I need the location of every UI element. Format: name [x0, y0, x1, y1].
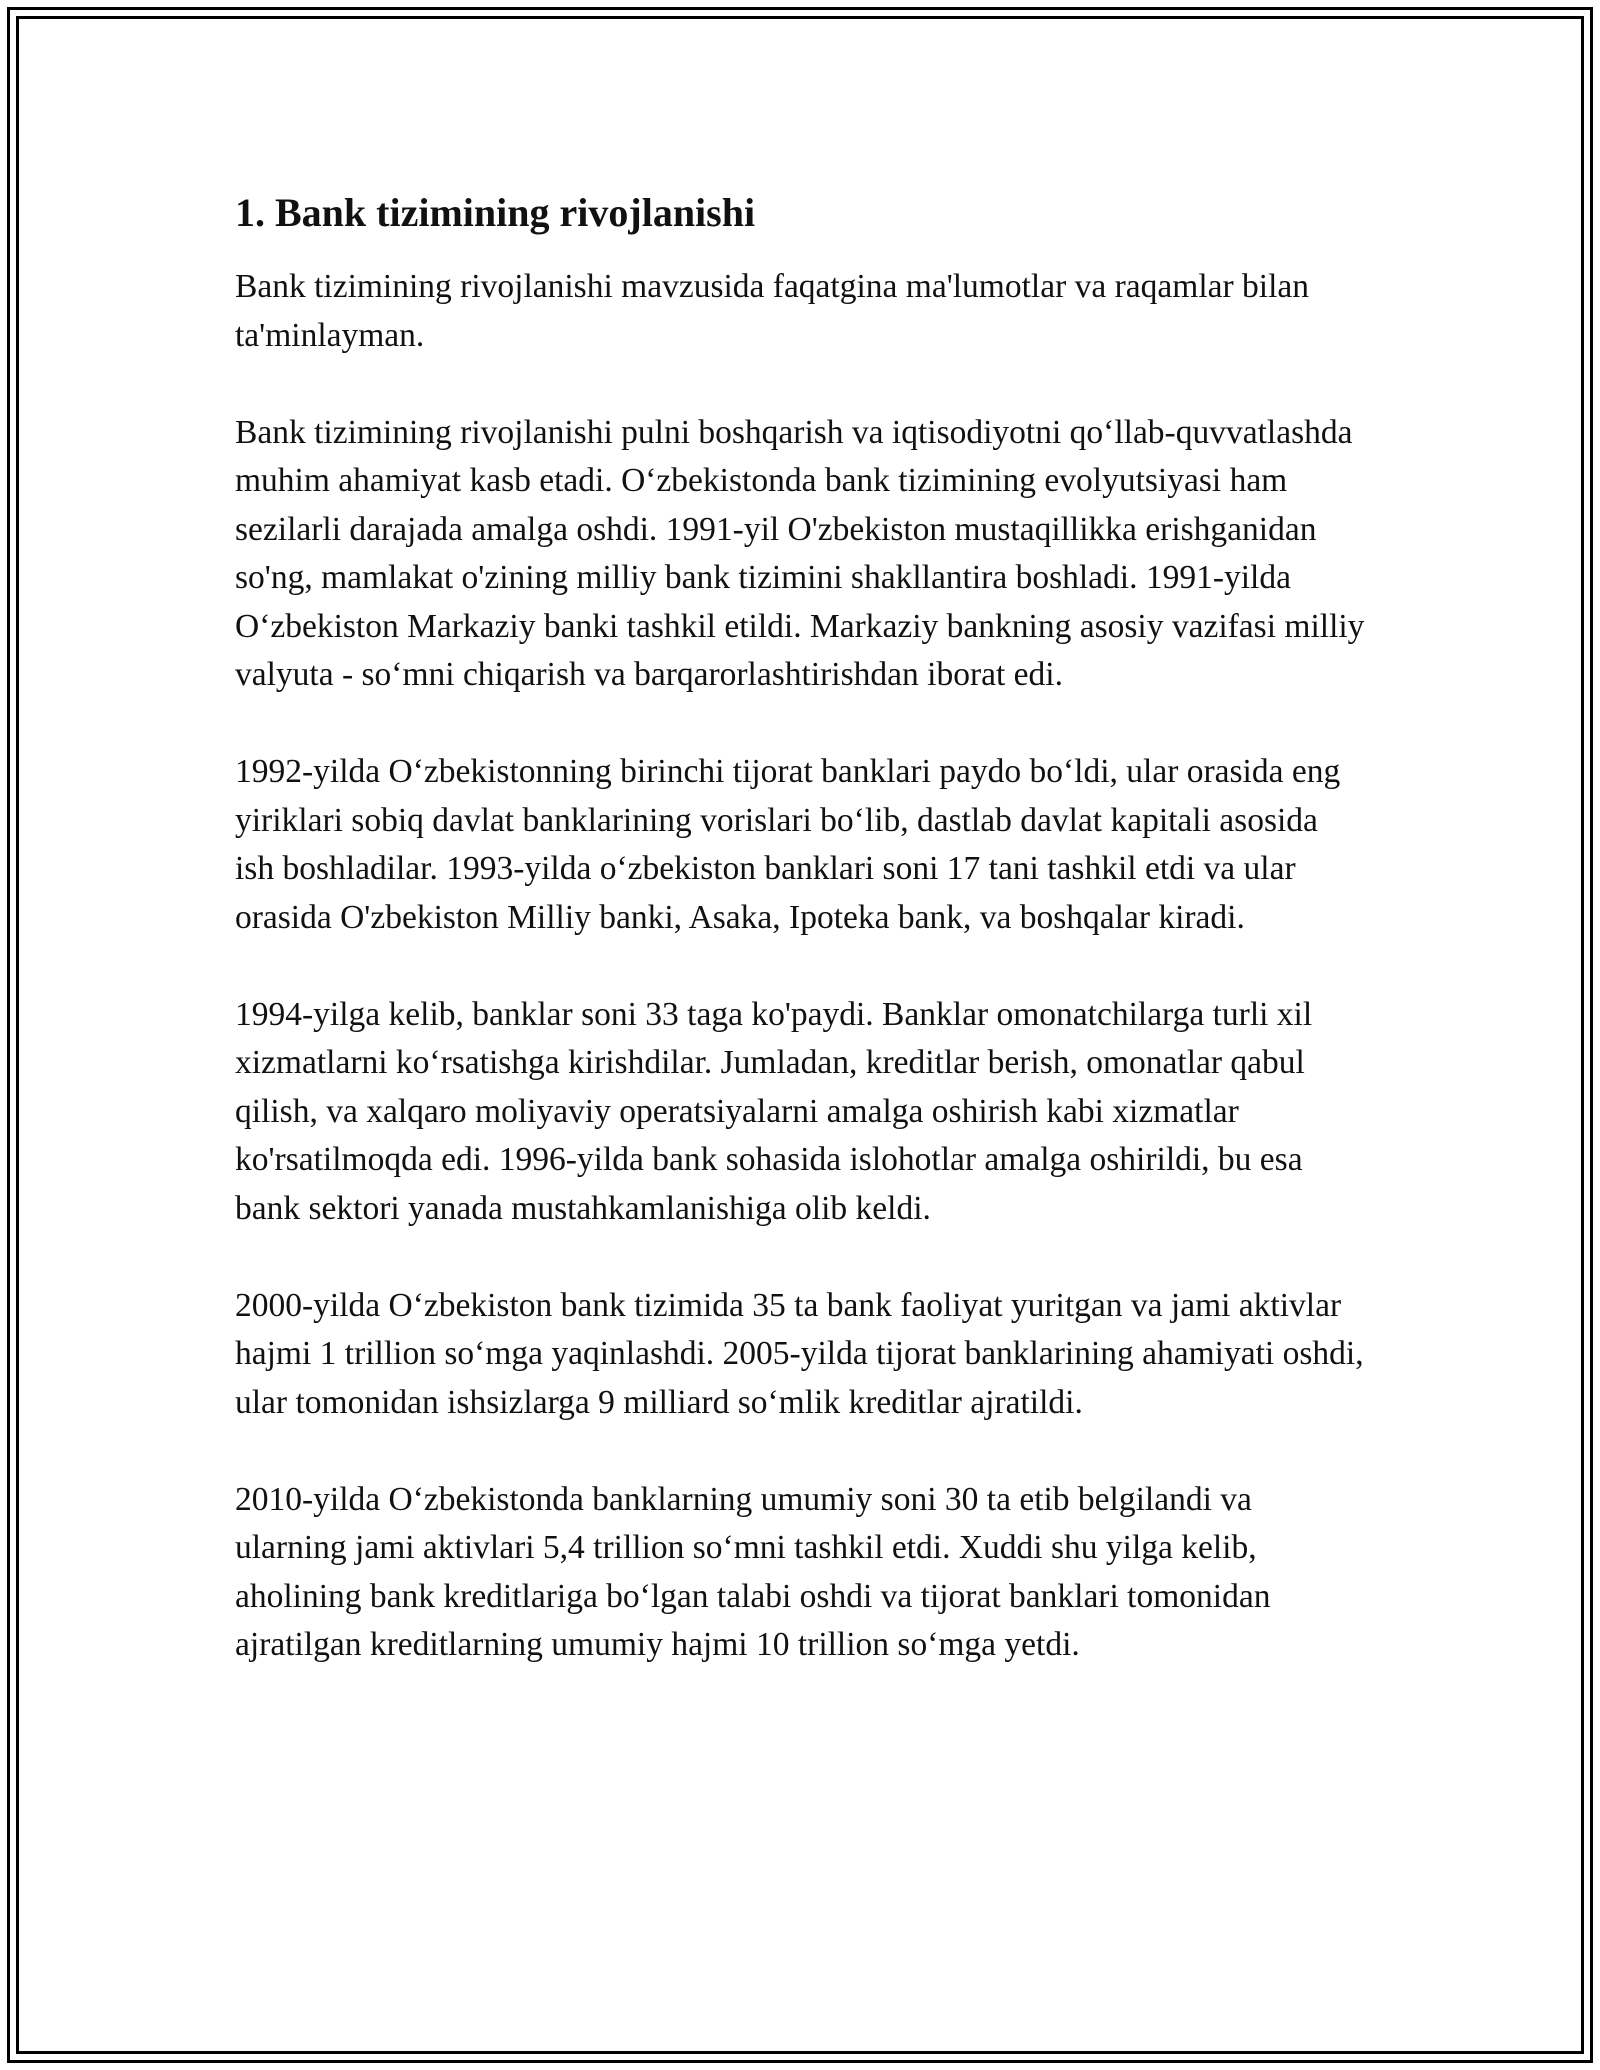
paragraph-1994: 1994-yilga kelib, banklar soni 33 taga ko'paydi. Banklar omonatchilarga turli xil xizmatlarni ko‘rsatishga kirishdilar. Jumladan, kreditlar berish, omonatlar qabul qilish, va xalqaro moliyaviy operatsiyalarni amalga oshirish kabi xizmatlar ko'rsatilmoqda edi. 1996-yilda bank sohasida islohotlar amalga oshirildi, bu esa bank sektori yanada mustahkamlanishiga olib keldi.: [235, 995, 1313, 1227]
section-heading: 1. Bank tizimining rivojlanishi: [235, 190, 756, 235]
paragraph-1991: Bank tizimining rivojlanishi pulni boshqarish va iqtisodiyotni qo‘llab-quvvatlashda muhim ahamiyat kasb etadi. O‘zbekistonda bank tizimining evolyutsiyasi ham sezilarli darajada amalga oshdi. 1991-yil O'zbekiston mustaqillikka erishganidan so'ng, mamlakat o'zining milliy bank tizimini shakllantira boshladi. 1991-yilda O‘zbekiston Markaziy banki tashkil etildi. Markaziy bankning asosiy vazifasi milliy valyuta - so‘mni chiqarish va barqarorlashtirishdan iborat edi.: [235, 413, 1365, 693]
paragraph-2000: 2000-yilda O‘zbekiston bank tizimida 35 ta bank faoliyat yuritgan va jami aktivlar hajmi 1 trillion so‘mga yaqinlashdi. 2005-yilda tijorat banklarining ahamiyati oshdi, ular tomonidan ishsizlarga 9 milliard so‘mlik kreditlar ajratildi.: [235, 1286, 1364, 1421]
paragraph-intro: Bank tizimining rivojlanishi mavzusida faqatgina ma'lumotlar va raqamlar bilan ta'minlayman.: [235, 268, 1310, 354]
paragraph-1992: 1992-yilda O‘zbekistonning birinchi tijorat banklari paydo bo‘ldi, ular orasida eng yiriklari sobiq davlat banklarining vorislari bo‘lib, dastlab davlat kapitali asosida ish boshladilar. 1993-yilda o‘zbekiston banklari soni 17 tani tashkil etdi va ular orasida O'zbekiston Milliy banki, Asaka, Ipoteka bank, va boshqalar kiradi.: [235, 753, 1341, 936]
document-body: [235, 185, 1365, 1718]
paragraph-2010: 2010-yilda O‘zbekistonda banklarning umumiy soni 30 ta etib belgilandi va ularning jami aktivlari 5,4 trillion so‘mni tashkil etdi. Xuddi shu yilga kelib, aholining bank kreditlariga bo‘lgan talabi oshdi va tijorat banklari tomonidan ajratilgan kreditlarning umumiy hajmi 10 trillion so‘mga yetdi.: [235, 1480, 1271, 1663]
